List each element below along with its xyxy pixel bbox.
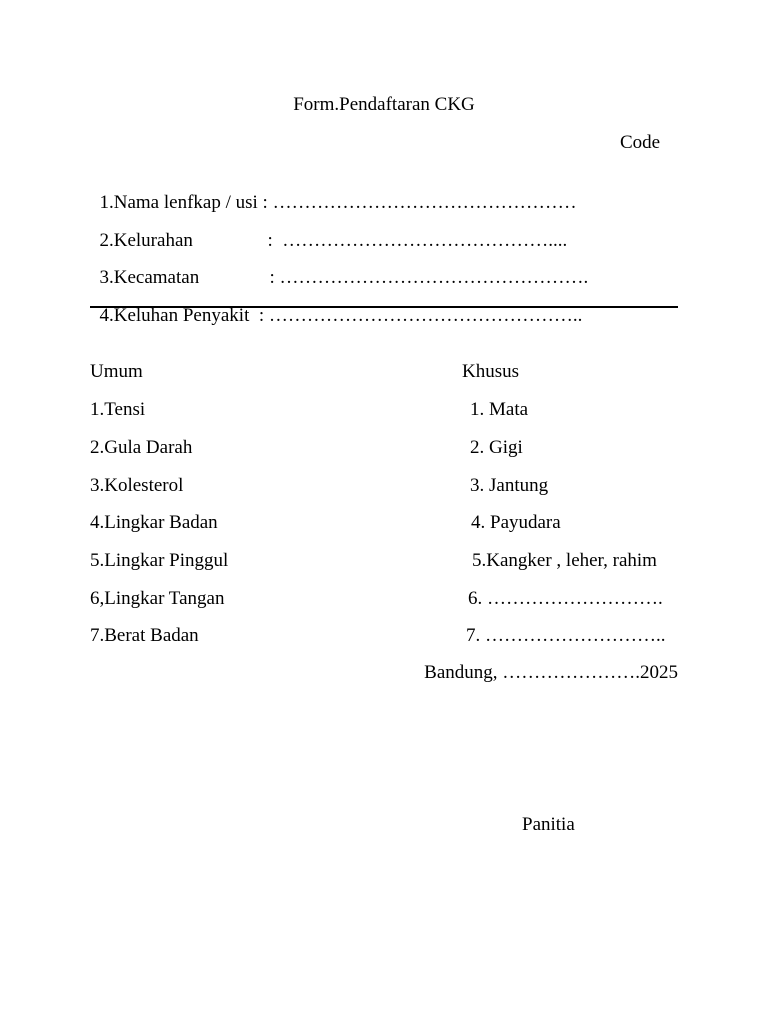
field-label: 2.Kelurahan bbox=[99, 230, 193, 251]
umum-item: 2.Gula Darah bbox=[90, 437, 193, 458]
field-separator: : bbox=[249, 305, 269, 326]
field-separator: : bbox=[269, 267, 280, 288]
form-title: Form.Pendaftaran CKG bbox=[293, 94, 475, 115]
field-dots: ………………………………………….. bbox=[268, 305, 583, 326]
umum-item: 3.Kolesterol bbox=[90, 475, 184, 496]
field-separator: : bbox=[267, 230, 283, 251]
umum-header: Umum bbox=[90, 361, 143, 382]
khusus-item: 1. Mata bbox=[470, 399, 529, 420]
khusus-header: Khusus bbox=[462, 361, 520, 382]
umum-item: 6,Lingkar Tangan bbox=[90, 588, 225, 609]
field-label: 1.Nama lenfkap / usi bbox=[99, 192, 258, 213]
khusus-item: 3. Jantung bbox=[470, 475, 549, 496]
field-dots: …………………………………………. bbox=[279, 267, 589, 288]
signature-label: Panitia bbox=[522, 814, 575, 835]
date-line: Bandung, ………………….2025 bbox=[424, 662, 678, 683]
umum-item: 5.Lingkar Pinggul bbox=[90, 550, 229, 571]
khusus-item: 7. ……………………….. bbox=[466, 625, 666, 646]
field-dots: …………………………………….... bbox=[282, 230, 568, 251]
horizontal-rule bbox=[90, 306, 678, 308]
khusus-item: 5.Kangker , leher, rahim bbox=[472, 550, 657, 571]
khusus-item: 4. Payudara bbox=[471, 512, 561, 533]
code-label: Code bbox=[620, 132, 661, 153]
umum-item: 1.Tensi bbox=[90, 399, 146, 420]
khusus-item: 6. ………………………. bbox=[468, 588, 663, 609]
umum-item: 4.Lingkar Badan bbox=[90, 512, 218, 533]
field-separator: : bbox=[257, 192, 273, 213]
field-label: 4.Keluhan Penyakit bbox=[99, 305, 250, 326]
field-label: 3.Kecamatan bbox=[99, 267, 200, 288]
field-dots: ………………………………………… bbox=[272, 192, 577, 213]
umum-item: 7.Berat Badan bbox=[90, 625, 199, 646]
field-row-keluhan bbox=[90, 283, 582, 327]
khusus-item: 2. Gigi bbox=[470, 437, 523, 458]
